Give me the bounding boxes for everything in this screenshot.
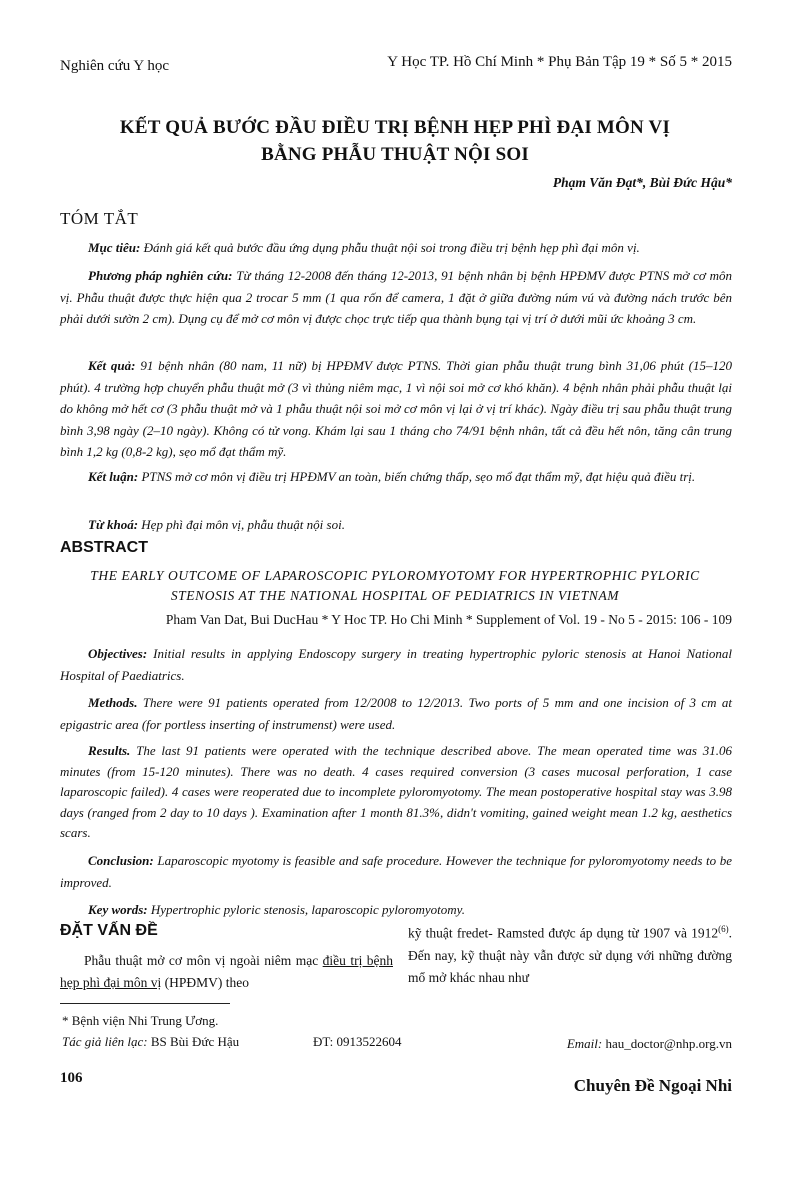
footer-section: Chuyên Đề Ngoại Nhi: [573, 1076, 732, 1095]
method-text: Từ tháng 12-2008 đến tháng 12-2013, 91 bệnh nhân bị bệnh HPĐMV được PTNS mở cơ môn vị. Phẫu thuật được thực hiện qua 2 trocar 5 mm (1 qua rốn để camera, 1 đặt ở giữa đường núm vú và đường nách trước bên phải dưới sườn 2 cm). Dụng cụ để mở cơ môn vị được chọc trực tiếp qua thành bụng tại vị trí ở dưới mũi ức khoảng 3 cm.: [60, 268, 732, 326]
objective-label: Mục tiêu:: [88, 240, 141, 255]
abstract-conclusion-text: Laparoscopic myotomy is feasible and safe procedure. However the technique for pyloromyotomy needs to be improved.: [60, 853, 732, 890]
abstract-results: [60, 741, 732, 844]
method-label: Phương pháp nghiên cứu:: [88, 268, 233, 283]
abstract-objectives: [60, 643, 732, 686]
intro-right-text-2: . Đến nay, kỹ thuật này vẫn được sử dụng với những đường mổ mở khác nhau như: [408, 925, 732, 985]
intro-heading: ĐẶT VẤN ĐỀ: [60, 922, 158, 939]
result-label: Kết quả:: [88, 358, 136, 373]
footnote-contact: [62, 1034, 239, 1050]
objectives-text: Initial results in applying Endoscopy surgery in treating hypertrophic pyloric stenosis at Hanoi National Hospital of Paediatrics.: [60, 646, 732, 683]
abstract-methods: [60, 692, 732, 735]
results-label: Results.: [88, 743, 131, 758]
conclusion-label: Kết luận:: [88, 469, 139, 484]
abstract-conclusion-label: Conclusion:: [88, 853, 154, 868]
citation: Pham Van Dat, Bui DucHau * Y Hoc TP. Ho Chi Minh * Supplement of Vol. 19 - No 5 - 2015: 106 - 109: [165, 612, 732, 627]
abstract-heading: ABSTRACT: [60, 539, 148, 556]
title-line-1: KẾT QUẢ BƯỚC ĐẦU ĐIỀU TRỊ BỆNH HẸP PHÌ ĐẠI MÔN VỊ: [119, 117, 671, 138]
paper-title: [60, 114, 730, 168]
summary-conclusion: [60, 466, 732, 488]
running-header-left: Nghiên cứu Y học: [60, 58, 170, 74]
summary-result: [60, 355, 732, 463]
keywords-label: Từ khoá:: [88, 517, 139, 532]
english-title: [60, 566, 730, 606]
keywords-text: Hẹp phì đại môn vị, phẫu thuật nội soi.: [138, 517, 345, 532]
abstract-keywords-text: Hypertrophic pyloric stenosis, laparoscopic pyloromyotomy.: [147, 902, 465, 917]
results-text: The last 91 patients were operated with the technique described above. The mean operated time was 31.06 minutes (from 15-120 minutes). There was no death. 4 cases required conversion (3 cases mucosal perforation, 1 case laparoscopic failed). 4 cases were reoperated due to incomplete pyloromyotomy. The mean postoperative hospital stay was 3.98 days (ranged from 2 day to 10 days ). Examination after 1 month 81.3%, didn't vomiting, gained weight mean 1.2 kg, aesthetics scars.: [60, 743, 732, 840]
result-text: 91 bệnh nhân (80 nam, 11 nữ) bị HPĐMV được PTNS. Thời gian phẫu thuật trung bình 31,06 phút (15–120 phút). 4 trường hợp chuyển phẫu thuật mở (3 vì thủng niêm mạc, 1 vì nội soi mở cơ khó khăn). 4 bệnh nhân phải phẫu thuật lại do không mở hết cơ (3 phẫu thuật mở và 1 phẫu thuật nội soi mở cơ môn vị lại ở vị trí khác). Ngày điều trị sau phẫu thuật trung bình 3,98 ngày (2–10 ngày). Không có tử vong. Khám lại sau 1 tháng cho 74/91 bệnh nhân, tất cả đều hết nôn, tăng cân trung bình 1,2 kg (0,8-2 kg), sẹo mổ đạt thẩm mỹ.: [60, 358, 732, 459]
english-title-line-1: THE EARLY OUTCOME OF LAPAROSCOPIC PYLOROMYOTOMY FOR HYPERTROPHIC PYLORIC: [90, 568, 700, 583]
abstract-conclusion: [60, 850, 732, 893]
intro-right-text-1: kỹ thuật fredet- Ramsted được áp dụng từ 1907 và 1912: [408, 925, 719, 941]
contact-name: BS Bùi Đức Hậu: [147, 1034, 240, 1049]
objective-text: Đánh giá kết quả bước đầu ứng dụng phẫu thuật nội soi trong điều trị bệnh hẹp phì đại môn vị.: [140, 240, 640, 255]
methods-label: Methods.: [88, 695, 138, 710]
english-title-line-2: STENOSIS AT THE NATIONAL HOSPITAL OF PEDIATRICS IN VIETNAM: [170, 588, 620, 603]
footnote-rule: [60, 1003, 230, 1004]
intro-left-text-2: điều trị bệnh hẹp phì đại môn vị: [60, 953, 393, 990]
summary-keywords: [60, 514, 732, 536]
running-header-right: Y Học TP. Hồ Chí Minh * Phụ Bản Tập 19 * Số 5 * 2015: [387, 54, 732, 70]
authors: Phạm Văn Đạt*, Bùi Đức Hậu*: [552, 175, 732, 190]
email-address: hau_doctor@nhp.org.vn: [602, 1036, 732, 1051]
page-number: 106: [60, 1070, 83, 1086]
abstract-keywords-label: Key words:: [88, 902, 148, 917]
reference-marker: (6): [718, 924, 729, 934]
email-label: Email:: [566, 1036, 603, 1051]
summary-method: [60, 265, 732, 330]
intro-left-text-3: (HPĐMV) theo: [161, 975, 249, 990]
footnote-affiliation: * Bệnh viện Nhi Trung Ương.: [62, 1013, 219, 1028]
methods-text: There were 91 patients operated from 12/2008 to 12/2013. Two ports of 5 mm and one incision of 3 cm at epigastric area (for portless inserting of instrumenst) were used.: [60, 695, 732, 732]
intro-left-text-1: Phẫu thuật mở cơ môn vị ngoài niêm mạc: [84, 953, 323, 968]
objectives-label: Objectives:: [88, 646, 148, 661]
title-line-2: BẰNG PHẪU THUẬT NỘI SOI: [261, 144, 529, 165]
summary-heading: TÓM TẮT: [60, 209, 139, 228]
footnote-email: [567, 1036, 732, 1052]
contact-label: Tác giả liên lạc:: [62, 1034, 148, 1049]
footnote-phone: ĐT: 0913522604: [313, 1034, 402, 1049]
intro-right-column: [408, 918, 732, 989]
summary-objective: [60, 237, 732, 259]
intro-left-column: [60, 950, 393, 994]
conclusion-text: PTNS mở cơ môn vị điều trị HPĐMV an toàn, biến chứng thấp, sẹo mổ đạt thẩm mỹ, đạt hiệu quả điều trị.: [138, 469, 696, 484]
